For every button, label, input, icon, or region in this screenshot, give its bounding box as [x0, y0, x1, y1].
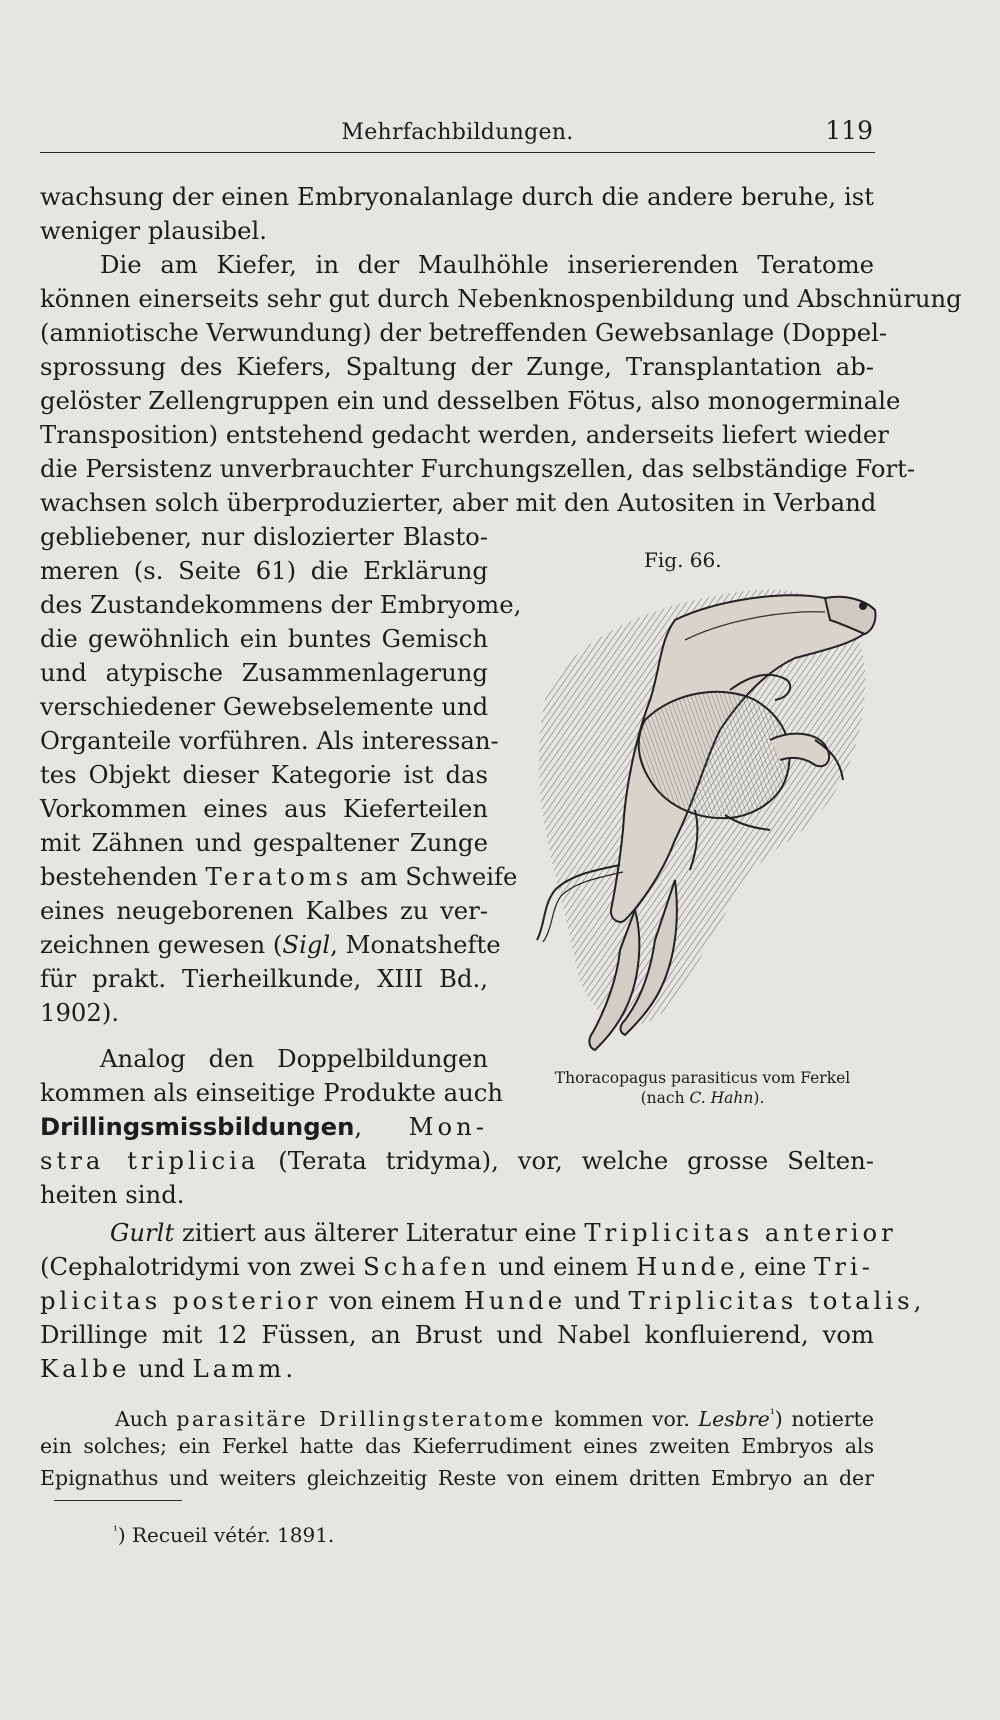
small-print-line: ein solches; ein Ferkel hatte das Kieferrudiment eines zweiten Embryos als — [40, 1434, 874, 1458]
body-line: Vorkommen eines aus Kieferteilen — [40, 794, 488, 823]
body-text: kommen vor. — [545, 1406, 699, 1431]
body-line: wachsen solch überproduzierter, aber mit den Autositen in Verband — [40, 488, 877, 517]
heading-term: Drillingsmissbildungen — [40, 1112, 355, 1141]
small-print-line: Epignathus und weiters gleichzeitig Reste von einem dritten Embryo an der — [40, 1466, 874, 1490]
body-text: und einem — [490, 1252, 637, 1281]
body-line: 1902). — [40, 998, 120, 1027]
body-line: weniger plausibel. — [40, 216, 267, 245]
author-name: Gurlt — [110, 1218, 175, 1247]
body-line: meren (s. Seite 61) die Erklärung — [40, 556, 488, 585]
emphasized-term: Kalbe — [40, 1354, 131, 1383]
body-line — [40, 860, 518, 894]
body-text: und — [130, 1354, 193, 1383]
emphasized-term: stra triplicia — [40, 1146, 260, 1175]
emphasized-term: Mon- — [408, 1112, 488, 1141]
body-line: eines neugeborenen Kalbes zu ver- — [40, 896, 488, 925]
emphasized-term: Triplicitas totalis — [628, 1286, 914, 1315]
emphasized-term: Hunde — [463, 1286, 567, 1315]
running-header — [40, 116, 875, 153]
emphasized-term: Hunde — [636, 1252, 739, 1281]
footnote-mark: ¹ — [113, 1523, 118, 1538]
body-text: von einem — [321, 1286, 464, 1315]
caption-text: (nach — [640, 1089, 690, 1107]
body-line: können einerseits sehr gut durch Nebenknospenbildung und Abschnürung — [40, 284, 962, 313]
emphasized-term: Schafen — [363, 1252, 491, 1281]
body-line — [40, 1110, 488, 1144]
body-line — [40, 1216, 897, 1250]
emphasized-term: Lamm — [192, 1354, 286, 1383]
body-text: (Terata tridyma), vor, welche grosse Selten- — [259, 1146, 874, 1175]
body-line — [40, 1250, 874, 1284]
body-text: ) notierte — [774, 1406, 875, 1431]
body-text: , Monatshefte — [330, 930, 501, 959]
body-text: Auch — [115, 1406, 177, 1431]
body-line — [40, 928, 501, 962]
body-line: verschiedener Gewebselemente und — [40, 692, 489, 721]
body-line: kommen als einseitige Produkte auch — [40, 1078, 504, 1107]
footnote-ref: ¹ — [769, 1407, 775, 1421]
body-line: Analog den Doppelbildungen — [100, 1044, 488, 1073]
caption-line: Thoracopagus parasiticus vom Ferkel — [554, 1069, 851, 1087]
footnote — [113, 1523, 334, 1547]
body-line: Transposition) entstehend gedacht werden, anderseits liefert wieder — [40, 420, 889, 449]
emphasized-term: Triplicitas anterior — [584, 1218, 897, 1247]
body-text: , — [913, 1286, 922, 1315]
caption-text: ). — [753, 1089, 765, 1107]
emphasized-term: plicitas posterior — [40, 1286, 322, 1315]
body-text: . — [285, 1354, 294, 1383]
body-line: die Persistenz unverbrauchter Furchungszellen, das selbständige Fort- — [40, 454, 916, 483]
body-line: des Zustandekommens der Embryome, — [40, 590, 522, 619]
running-title: Mehrfachbildungen. — [341, 120, 574, 145]
emphasized-term: Teratoms — [205, 862, 353, 891]
author-name: Sigl — [282, 930, 331, 959]
body-line: die gewöhnlich ein buntes Gemisch — [40, 624, 488, 653]
body-line: mit Zähnen und gespaltener Zunge — [40, 828, 488, 857]
body-text: , eine — [738, 1252, 815, 1281]
body-line: (amniotische Verwundung) der betreffenden Gewebsanlage (Doppel- — [40, 318, 888, 347]
emphasized-term: parasitäre Drillingsteratome — [176, 1406, 546, 1431]
body-text: , — [354, 1112, 409, 1141]
body-line — [40, 1284, 922, 1318]
footnote-rule — [54, 1500, 182, 1501]
body-text: bestehenden — [40, 862, 206, 891]
caption-author: C. Hahn — [689, 1089, 754, 1107]
footnote-text: ) Recueil vétér. 1891. — [117, 1523, 335, 1547]
body-text: am Schweife — [352, 862, 518, 891]
body-line: wachsung der einen Embryonalanlage durch die andere beruhe, ist — [40, 182, 874, 211]
body-line — [40, 1352, 293, 1386]
body-line: sprossung des Kiefers, Spaltung der Zunge, Transplantation ab- — [40, 352, 874, 381]
body-text: (Cephalotridymi von zwei — [40, 1252, 364, 1281]
figure-label: Fig. 66. — [644, 548, 722, 572]
body-text: zitiert aus älterer Literatur eine — [174, 1218, 585, 1247]
body-line: gelöster Zellengruppen ein und desselben Fötus, also monogerminale — [40, 386, 901, 415]
body-line: Drillinge mit 12 Füssen, an Brust und Nabel konfluierend, vom — [40, 1320, 874, 1349]
body-line: und atypische Zusammenlagerung — [40, 658, 488, 687]
body-line: heiten sind. — [40, 1180, 185, 1209]
caption-line — [520, 1088, 885, 1108]
body-line: Organteile vorführen. Als interessan- — [40, 726, 499, 755]
body-line: gebliebener, nur dislozierter Blasto- — [40, 522, 488, 551]
body-line — [40, 1144, 874, 1178]
emphasized-term: Tri- — [814, 1252, 874, 1281]
figure-caption — [520, 1068, 885, 1108]
body-line: für prakt. Tierheilkunde, XIII Bd., — [40, 964, 488, 993]
page-number: 119 — [825, 116, 873, 145]
author-name: Lesbre — [698, 1406, 770, 1431]
figure-illustration — [525, 580, 880, 1065]
body-line: tes Objekt dieser Kategorie ist das — [40, 760, 488, 789]
body-text: und — [566, 1286, 629, 1315]
body-text: zeichnen gewesen ( — [40, 930, 283, 959]
body-line: Die am Kiefer, in der Maulhöhle inserierenden Teratome — [100, 250, 874, 279]
